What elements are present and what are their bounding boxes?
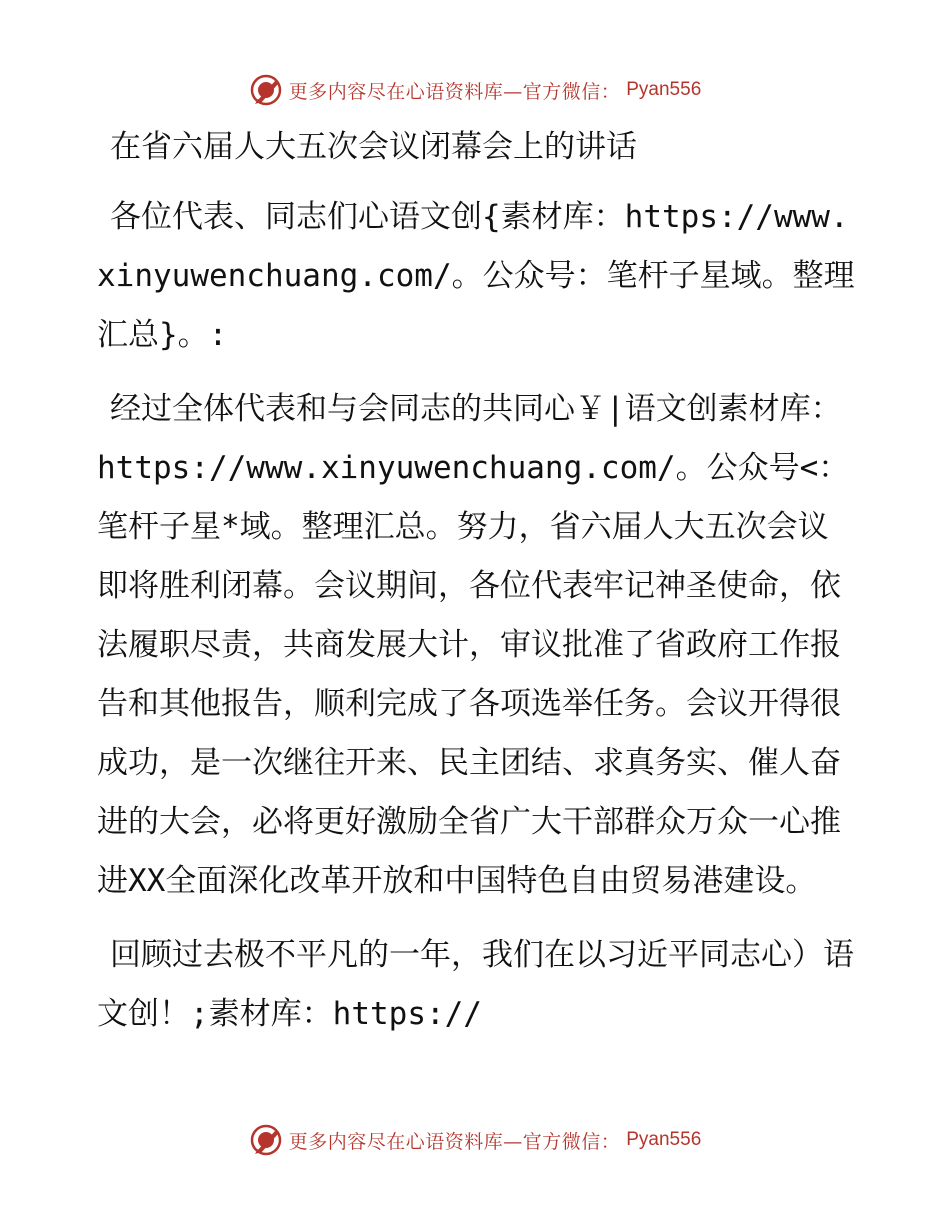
document-title: 在省六届人大五次会议闭幕会上的讲话 <box>110 129 637 165</box>
header-wechat-handle: Pyan556 <box>626 79 702 100</box>
footer-wechat-handle: Pyan556 <box>626 1129 702 1150</box>
paragraph-greeting: 各位代表、同志们心语文创{素材库：https://www.xinyuwenchuang.com/。公众号：笔杆子星域。整理汇总}。: <box>97 199 855 353</box>
header-banner <box>0 70 950 110</box>
paragraph-review: 回顾过去极不平凡的一年，我们在以习近平同志心）语文创！;素材库：https:// <box>97 937 854 1032</box>
document-body <box>97 118 857 1059</box>
pen-logo-icon <box>249 1123 283 1157</box>
pen-logo-icon <box>249 73 283 107</box>
header-banner-text: 更多内容尽在心语资料库—官方微信： <box>288 80 621 103</box>
paragraph-main: 经过全体代表和与会同志的共同心￥|语文创素材库：https://www.xinyuwenchuang.com/。公众号<：笔杆子星*域。整理汇总。努力，省六届人大五次会议即将胜利闭幕。会议期间，各位代表牢记神圣使命，依法履职尽责，共商发展大计，审议批准了省政府工作报告和其他报告，顺利完成了各项选举任务。会议开得很成功，是一次继往开来、民主团结、求真务实、催人奋进的大会，必将更好激励全省广大干部群众万众一心推进XX全面深化改革开放和中国特色自由贸易港建设。 <box>97 391 850 899</box>
footer-banner <box>0 1120 950 1160</box>
footer-banner-text: 更多内容尽在心语资料库—官方微信： <box>288 1130 621 1153</box>
